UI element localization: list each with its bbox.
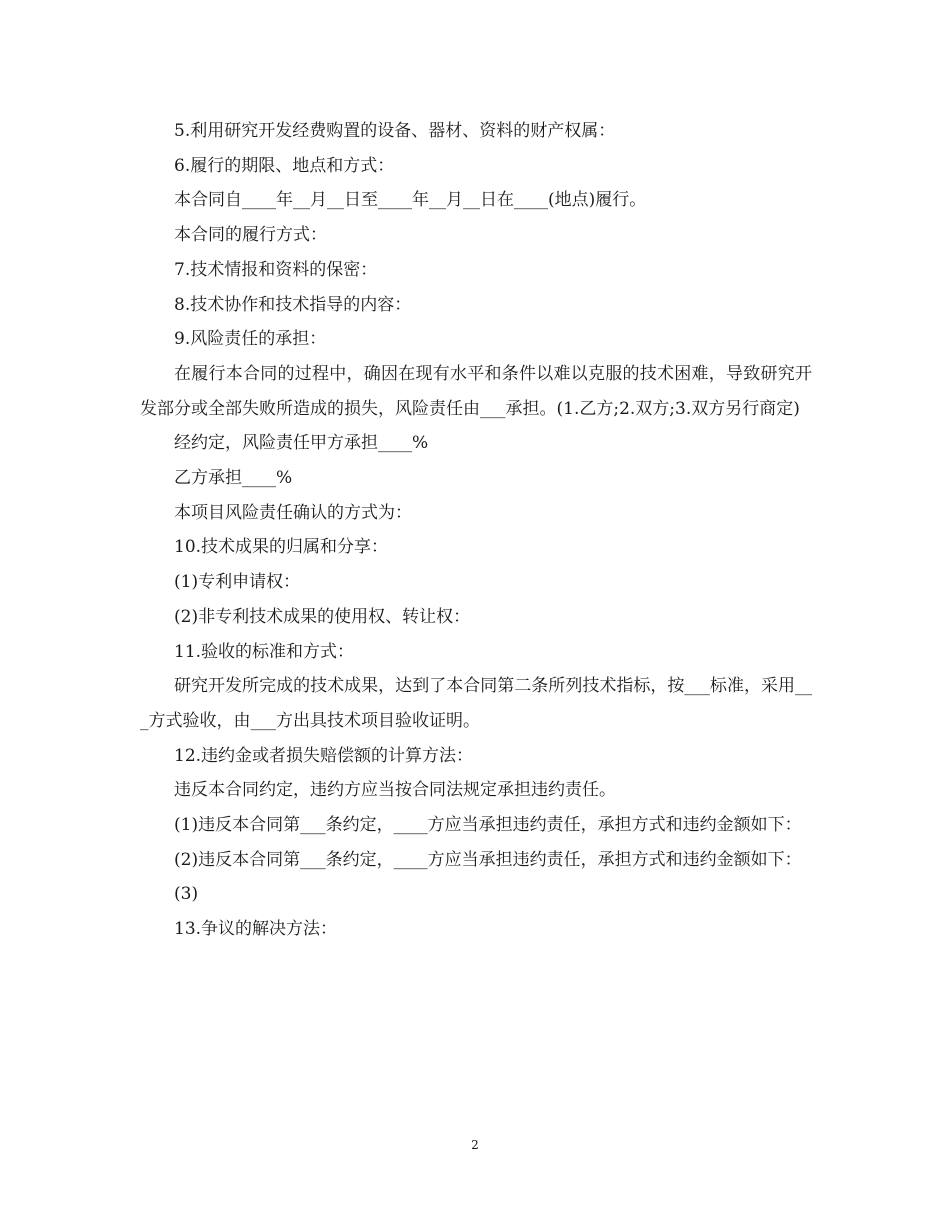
paragraph: 12.违约金或者损失赔偿额的计算方法： xyxy=(174,745,474,766)
paragraph: 5.利用研究开发经费购置的设备、器材、资料的财产权属： xyxy=(174,121,616,141)
paragraph: 8.技术协作和技术指导的内容： xyxy=(174,294,412,315)
paragraph: 违反本合同约定，违约方应当按合同法规定承担违约责任。 xyxy=(174,780,616,801)
paragraph: 本项目风险责任确认的方式为： xyxy=(174,502,412,523)
paragraph: 本合同的履行方式： xyxy=(174,225,327,246)
document-body xyxy=(140,114,812,947)
paragraph: (1)违反本合同第___条约定，____方应当承担违约责任，承担方式和违约金额如下： xyxy=(174,815,802,836)
paragraph: (3) xyxy=(174,884,199,905)
page-number: 2 xyxy=(471,1138,479,1152)
paragraph: 乙方承担____% xyxy=(174,468,293,489)
paragraph: (2)非专利技术成果的使用权、转让权： xyxy=(174,606,471,627)
paragraph: 经约定，风险责任甲方承担____% xyxy=(174,433,429,454)
paragraph: 13.争议的解决方法： xyxy=(174,919,338,940)
paragraph: 11.验收的标准和方式： xyxy=(174,641,355,662)
paragraph: 9.风险责任的承担： xyxy=(174,329,327,350)
paragraph: (1)专利申请权： xyxy=(174,572,301,593)
paragraph: 在履行本合同的过程中，确因在现有水平和条件以难以克服的技术困难，导致研究开发部分或全部失败所造成的损失，风险责任由___承担。(1.乙方;2.双方;3.双方另行商定) xyxy=(140,363,812,419)
paragraph: 研究开发所完成的技术成果，达到了本合同第二条所列技术指标，按___标准，采用___方式验收，由___方出具技术项目验收证明。 xyxy=(140,676,812,731)
paragraph: 本合同自____年__月__日至____年__月__日在____(地点)履行。 xyxy=(174,190,647,211)
paragraph: 10.技术成果的归属和分享： xyxy=(174,537,389,558)
paragraph: 7.技术情报和资料的保密： xyxy=(174,259,378,280)
paragraph: 6.履行的期限、地点和方式： xyxy=(174,155,395,176)
paragraph: (2)违反本合同第___条约定，____方应当承担违约责任，承担方式和违约金额如下： xyxy=(174,849,802,870)
